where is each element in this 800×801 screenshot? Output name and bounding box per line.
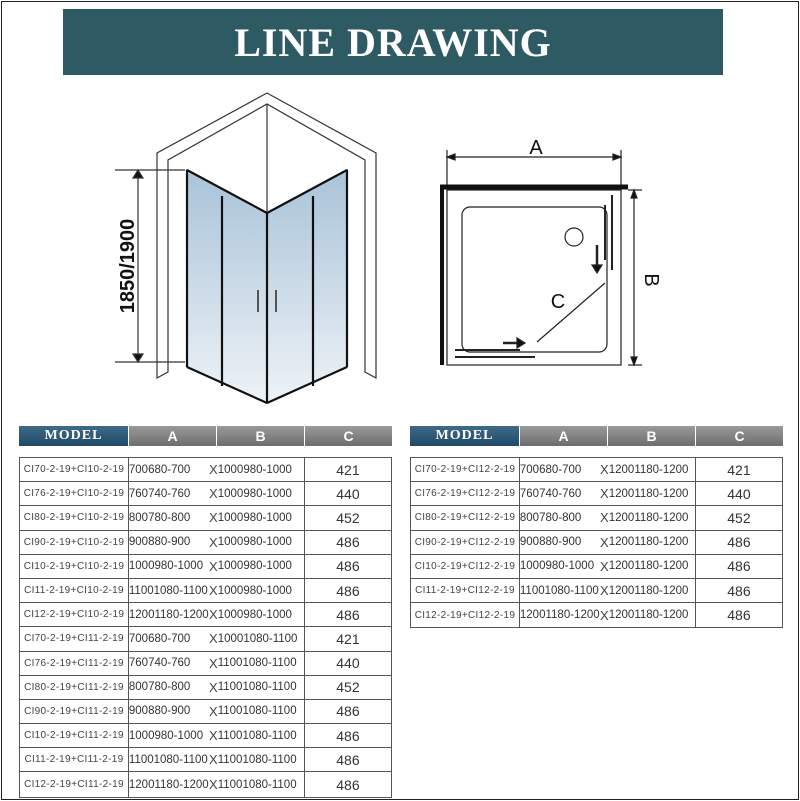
a-nominal: 700 <box>519 463 540 476</box>
model-cell: CI70-2-19+CI12-2-19 <box>411 458 520 481</box>
a-range: 740-760 <box>148 487 191 500</box>
model-cell: CI12-2-19+CI10-2-19 <box>20 603 129 626</box>
header-c: C <box>696 426 783 446</box>
b-range: 980-1000 <box>243 560 292 573</box>
c-cell: 421 <box>336 630 360 647</box>
table-row <box>20 748 391 772</box>
b-range: 980-1000 <box>243 463 292 476</box>
a-nominal: 1200 <box>128 608 155 621</box>
b-range: 1180-1200 <box>634 463 689 476</box>
c-cell: 486 <box>336 751 360 768</box>
a-range: 980-1000 <box>154 729 204 742</box>
model-cell: CI76-2-19+CI11-2-19 <box>20 652 129 675</box>
shower-tray <box>447 190 621 365</box>
right-glass-panel <box>267 170 347 403</box>
b-range: 1180-1200 <box>634 487 689 500</box>
a-nominal: 800 <box>128 511 149 524</box>
model-cell: CI11-2-19+CI10-2-19 <box>20 579 129 602</box>
page-title: LINE DRAWING <box>63 9 723 75</box>
c-cell: 421 <box>336 461 360 478</box>
c-cell: 486 <box>336 776 360 793</box>
table-row <box>20 652 391 676</box>
a-range: 880-900 <box>148 536 191 549</box>
a-nominal: 1200 <box>128 778 155 791</box>
b-nominal: 1100 <box>217 753 243 766</box>
dimension-b-label: B <box>640 273 662 287</box>
b-range: 1080-1100 <box>242 681 297 694</box>
table-row <box>20 676 391 700</box>
a-nominal: 1000 <box>128 729 155 742</box>
header-model: MODEL <box>410 426 520 446</box>
table-row <box>20 603 391 627</box>
dimension-a-label: A <box>529 137 543 159</box>
right-size-table <box>410 426 783 628</box>
table-header <box>410 426 783 446</box>
header-a: A <box>129 426 217 446</box>
model-cell: CI80-2-19+CI10-2-19 <box>20 506 129 529</box>
a-nominal: 760 <box>519 487 540 500</box>
height-label: 1850/1900 <box>117 218 139 314</box>
a-nominal: 1200 <box>519 609 546 622</box>
a-range: 780-800 <box>148 681 191 694</box>
c-cell: 440 <box>727 485 751 502</box>
times-sign: X <box>209 558 218 574</box>
times-sign: X <box>209 752 218 768</box>
times-sign: X <box>209 462 218 478</box>
table-header <box>19 426 392 446</box>
c-cell: 452 <box>336 679 360 696</box>
a-nominal: 900 <box>128 536 149 549</box>
model-cell: CI70-2-19+CI10-2-19 <box>20 458 129 481</box>
a-range: 1080-1100 <box>153 753 208 766</box>
times-sign: X <box>600 510 609 526</box>
drain-icon <box>565 228 583 246</box>
model-cell: CI80-2-19+CI12-2-19 <box>411 506 520 529</box>
a-nominal: 800 <box>128 681 149 694</box>
model-cell: CI76-2-19+CI12-2-19 <box>411 482 520 505</box>
model-cell: CI10-2-19+CI12-2-19 <box>411 555 520 578</box>
model-cell: CI12-2-19+CI12-2-19 <box>411 603 520 627</box>
b-range: 980-1000 <box>243 584 292 597</box>
a-nominal: 800 <box>519 511 540 524</box>
model-cell: CI90-2-19+CI12-2-19 <box>411 531 520 554</box>
c-cell: 452 <box>727 509 751 526</box>
times-sign: X <box>600 462 609 478</box>
table-row <box>411 458 782 482</box>
b-nominal: 1100 <box>217 729 243 742</box>
a-nominal: 700 <box>128 463 149 476</box>
times-sign: X <box>600 534 609 550</box>
a-range: 1180-1200 <box>545 609 600 622</box>
b-nominal: 1100 <box>217 657 243 670</box>
table-row <box>20 700 391 724</box>
times-sign: X <box>209 486 218 502</box>
b-range: 1080-1100 <box>242 753 297 766</box>
model-cell: CI12-2-19+CI11-2-19 <box>20 772 129 796</box>
times-sign: X <box>209 510 218 526</box>
table-row <box>20 506 391 530</box>
times-sign: X <box>209 583 218 599</box>
table-row <box>20 724 391 748</box>
a-nominal: 1100 <box>128 584 154 597</box>
b-nominal: 1000 <box>217 632 244 645</box>
c-cell: 486 <box>336 558 360 575</box>
b-range: 980-1000 <box>243 608 292 621</box>
b-nominal: 1100 <box>217 778 243 791</box>
model-cell: CI90-2-19+CI11-2-19 <box>20 700 129 723</box>
c-cell: 486 <box>336 534 360 551</box>
b-range: 1080-1100 <box>242 729 297 742</box>
a-nominal: 1000 <box>128 560 155 573</box>
a-range: 1180-1200 <box>154 608 209 621</box>
table-row <box>411 555 782 579</box>
table-row <box>20 627 391 651</box>
b-range: 1080-1100 <box>243 632 298 645</box>
a-range: 880-900 <box>539 536 582 549</box>
model-cell: CI10-2-19+CI10-2-19 <box>20 555 129 578</box>
a-nominal: 900 <box>128 705 149 718</box>
b-nominal: 1200 <box>608 609 635 622</box>
b-nominal: 1200 <box>608 511 635 524</box>
table-row <box>20 555 391 579</box>
times-sign: X <box>600 558 609 574</box>
model-cell: CI11-2-19+CI11-2-19 <box>20 748 129 771</box>
b-range: 1180-1200 <box>634 560 689 573</box>
c-cell: 486 <box>336 703 360 720</box>
b-range: 1180-1200 <box>634 511 689 524</box>
table-row <box>20 772 391 796</box>
a-range: 880-900 <box>148 705 191 718</box>
a-range: 680-700 <box>148 463 191 476</box>
a-nominal: 900 <box>519 536 540 549</box>
model-cell: CI10-2-19+CI11-2-19 <box>20 724 129 747</box>
header-a: A <box>520 426 608 446</box>
a-nominal: 1100 <box>128 753 154 766</box>
a-range: 980-1000 <box>545 560 595 573</box>
b-range: 1080-1100 <box>242 657 297 670</box>
dimension-c-label: C <box>550 291 566 313</box>
table-row <box>20 579 391 603</box>
b-nominal: 1000 <box>217 584 244 597</box>
a-range: 780-800 <box>539 511 582 524</box>
b-nominal: 1200 <box>608 584 635 597</box>
header-b: B <box>217 426 305 446</box>
plan-view <box>440 150 642 365</box>
times-sign: X <box>600 583 609 599</box>
b-range: 980-1000 <box>243 536 292 549</box>
table-row <box>411 482 782 506</box>
c-cell: 421 <box>727 461 751 478</box>
a-range: 1180-1200 <box>154 778 209 791</box>
c-cell: 486 <box>727 582 751 599</box>
b-nominal: 1000 <box>217 560 244 573</box>
table-row <box>20 531 391 555</box>
a-nominal: 760 <box>128 657 149 670</box>
c-cell: 486 <box>336 582 360 599</box>
header-model: MODEL <box>19 426 129 446</box>
a-nominal: 1100 <box>519 584 545 597</box>
times-sign: X <box>209 607 218 623</box>
model-cell: CI76-2-19+CI10-2-19 <box>20 482 129 505</box>
times-sign: X <box>209 631 218 647</box>
b-nominal: 1200 <box>608 487 635 500</box>
times-sign: X <box>209 777 218 793</box>
table-row <box>411 603 782 627</box>
table-row <box>411 579 782 603</box>
c-cell: 486 <box>727 534 751 551</box>
b-range: 1180-1200 <box>634 584 689 597</box>
table-row <box>411 531 782 555</box>
times-sign: X <box>209 703 218 719</box>
b-nominal: 1200 <box>608 560 635 573</box>
a-range: 740-760 <box>148 657 191 670</box>
a-range: 980-1000 <box>154 560 204 573</box>
b-range: 980-1000 <box>243 487 292 500</box>
c-cell: 452 <box>336 509 360 526</box>
table-row <box>20 482 391 506</box>
times-sign: X <box>209 679 218 695</box>
header-b: B <box>608 426 696 446</box>
left-size-table <box>19 426 392 798</box>
b-nominal: 1000 <box>217 608 244 621</box>
times-sign: X <box>209 534 218 550</box>
b-range: 980-1000 <box>243 511 292 524</box>
a-range: 740-760 <box>539 487 582 500</box>
model-cell: CI70-2-19+CI11-2-19 <box>20 627 129 650</box>
times-sign: X <box>209 655 218 671</box>
a-range: 680-700 <box>539 463 582 476</box>
a-range: 680-700 <box>148 632 191 645</box>
table-row <box>411 506 782 530</box>
model-cell: CI90-2-19+CI10-2-19 <box>20 531 129 554</box>
a-nominal: 760 <box>128 487 149 500</box>
header-c: C <box>305 426 392 446</box>
b-nominal: 1200 <box>608 463 635 476</box>
left-glass-panel <box>187 170 267 403</box>
a-nominal: 700 <box>128 632 149 645</box>
b-nominal: 1000 <box>217 487 244 500</box>
times-sign: X <box>209 728 218 744</box>
times-sign: X <box>600 486 609 502</box>
b-range: 1080-1100 <box>242 778 297 791</box>
enclosure-3d-view <box>115 93 376 403</box>
c-cell: 486 <box>336 606 360 623</box>
b-nominal: 1200 <box>608 536 635 549</box>
b-nominal: 1100 <box>217 681 243 694</box>
b-range: 1180-1200 <box>634 536 689 549</box>
b-nominal: 1000 <box>217 463 244 476</box>
b-nominal: 1000 <box>217 536 244 549</box>
b-nominal: 1100 <box>217 705 243 718</box>
c-cell: 486 <box>727 607 751 624</box>
a-nominal: 1000 <box>519 560 546 573</box>
model-cell: CI80-2-19+CI11-2-19 <box>20 676 129 699</box>
c-cell: 440 <box>336 485 360 502</box>
b-range: 1180-1200 <box>634 609 689 622</box>
a-range: 1080-1100 <box>153 584 208 597</box>
b-range: 1080-1100 <box>242 705 297 718</box>
table-row <box>20 458 391 482</box>
c-cell: 486 <box>336 727 360 744</box>
diagonal-c <box>537 283 605 342</box>
times-sign: X <box>600 607 609 623</box>
a-range: 780-800 <box>148 511 191 524</box>
a-range: 1080-1100 <box>544 584 599 597</box>
c-cell: 486 <box>727 558 751 575</box>
b-nominal: 1000 <box>217 511 244 524</box>
c-cell: 440 <box>336 655 360 672</box>
model-cell: CI11-2-19+CI12-2-19 <box>411 579 520 602</box>
